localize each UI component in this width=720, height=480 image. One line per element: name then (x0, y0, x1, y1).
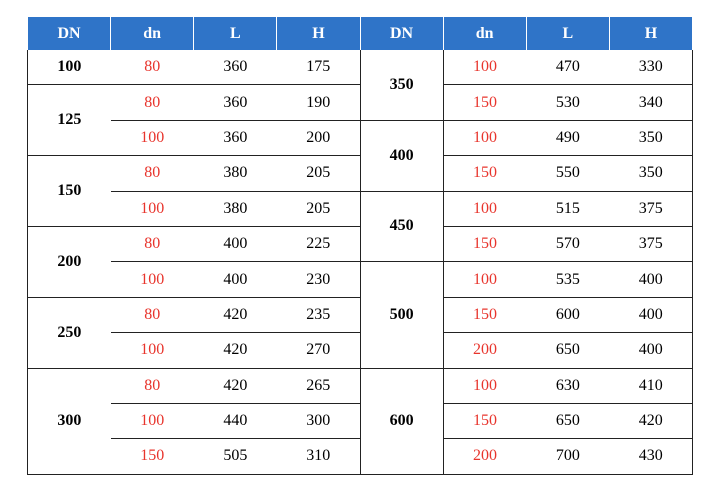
left-length-cell: 380 (194, 191, 277, 226)
right-height-cell: 400 (609, 262, 692, 297)
header-height-right: H (609, 17, 692, 50)
left-dn-cell: 300 (28, 368, 111, 474)
left-length-cell: 400 (194, 226, 277, 261)
left-branch-dn-cell: 80 (111, 368, 194, 403)
left-dn-cell: 250 (28, 297, 111, 368)
right-length-cell: 535 (526, 262, 609, 297)
dimension-table (27, 17, 693, 475)
table-row (28, 120, 693, 155)
left-dn-cell: 100 (28, 50, 111, 85)
left-height-cell: 310 (277, 439, 360, 474)
left-height-cell: 265 (277, 368, 360, 403)
left-branch-dn-cell: 100 (111, 191, 194, 226)
table-row (28, 50, 693, 85)
right-length-cell: 700 (526, 439, 609, 474)
right-length-cell: 570 (526, 226, 609, 261)
left-height-cell: 205 (277, 156, 360, 191)
right-height-cell: 400 (609, 297, 692, 332)
right-length-cell: 650 (526, 403, 609, 438)
header-dn-left: DN (28, 17, 111, 50)
right-height-cell: 330 (609, 50, 692, 85)
left-height-cell: 300 (277, 403, 360, 438)
right-height-cell: 400 (609, 333, 692, 368)
right-branch-dn-cell: 150 (443, 226, 526, 261)
left-length-cell: 420 (194, 333, 277, 368)
right-height-cell: 430 (609, 439, 692, 474)
header-branch-dn-right: dn (443, 17, 526, 50)
left-branch-dn-cell: 150 (111, 439, 194, 474)
left-branch-dn-cell: 80 (111, 297, 194, 332)
left-height-cell: 225 (277, 226, 360, 261)
right-length-cell: 515 (526, 191, 609, 226)
left-length-cell: 420 (194, 368, 277, 403)
right-length-cell: 630 (526, 368, 609, 403)
header-row (28, 17, 693, 50)
left-branch-dn-cell: 80 (111, 50, 194, 85)
right-dn-cell: 600 (360, 368, 443, 474)
right-dn-cell: 500 (360, 262, 443, 368)
left-height-cell: 200 (277, 120, 360, 155)
right-length-cell: 600 (526, 297, 609, 332)
left-dn-cell: 150 (28, 156, 111, 227)
left-branch-dn-cell: 80 (111, 226, 194, 261)
left-length-cell: 420 (194, 297, 277, 332)
left-branch-dn-cell: 80 (111, 156, 194, 191)
right-height-cell: 340 (609, 85, 692, 120)
right-branch-dn-cell: 200 (443, 333, 526, 368)
left-height-cell: 270 (277, 333, 360, 368)
right-height-cell: 375 (609, 191, 692, 226)
dimension-table-wrapper (27, 17, 693, 475)
right-length-cell: 550 (526, 156, 609, 191)
left-height-cell: 235 (277, 297, 360, 332)
right-dn-cell: 350 (360, 50, 443, 120)
right-length-cell: 470 (526, 50, 609, 85)
header-dn-right: DN (360, 17, 443, 50)
left-height-cell: 190 (277, 85, 360, 120)
right-branch-dn-cell: 100 (443, 191, 526, 226)
right-height-cell: 350 (609, 156, 692, 191)
right-length-cell: 650 (526, 333, 609, 368)
header-length-left: L (194, 17, 277, 50)
left-length-cell: 505 (194, 439, 277, 474)
left-branch-dn-cell: 100 (111, 403, 194, 438)
right-height-cell: 410 (609, 368, 692, 403)
right-branch-dn-cell: 100 (443, 262, 526, 297)
header-height-left: H (277, 17, 360, 50)
left-dn-cell: 200 (28, 226, 111, 297)
left-height-cell: 230 (277, 262, 360, 297)
left-length-cell: 360 (194, 50, 277, 85)
left-length-cell: 360 (194, 85, 277, 120)
left-branch-dn-cell: 100 (111, 333, 194, 368)
left-height-cell: 175 (277, 50, 360, 85)
right-height-cell: 350 (609, 120, 692, 155)
right-dn-cell: 400 (360, 120, 443, 191)
right-branch-dn-cell: 100 (443, 50, 526, 85)
left-length-cell: 360 (194, 120, 277, 155)
right-branch-dn-cell: 100 (443, 120, 526, 155)
left-branch-dn-cell: 100 (111, 120, 194, 155)
right-height-cell: 375 (609, 226, 692, 261)
header-branch-dn-left: dn (111, 17, 194, 50)
left-height-cell: 205 (277, 191, 360, 226)
right-branch-dn-cell: 200 (443, 439, 526, 474)
left-branch-dn-cell: 80 (111, 85, 194, 120)
header-length-right: L (526, 17, 609, 50)
right-branch-dn-cell: 150 (443, 156, 526, 191)
table-body (28, 50, 693, 474)
left-dn-cell: 125 (28, 85, 111, 156)
right-length-cell: 530 (526, 85, 609, 120)
right-branch-dn-cell: 150 (443, 403, 526, 438)
right-height-cell: 420 (609, 403, 692, 438)
right-branch-dn-cell: 150 (443, 85, 526, 120)
left-branch-dn-cell: 100 (111, 262, 194, 297)
right-branch-dn-cell: 100 (443, 368, 526, 403)
table-row (28, 368, 693, 403)
left-length-cell: 440 (194, 403, 277, 438)
right-branch-dn-cell: 150 (443, 297, 526, 332)
right-dn-cell: 450 (360, 191, 443, 262)
right-length-cell: 490 (526, 120, 609, 155)
left-length-cell: 400 (194, 262, 277, 297)
table-row (28, 191, 693, 226)
left-length-cell: 380 (194, 156, 277, 191)
table-row (28, 262, 693, 297)
